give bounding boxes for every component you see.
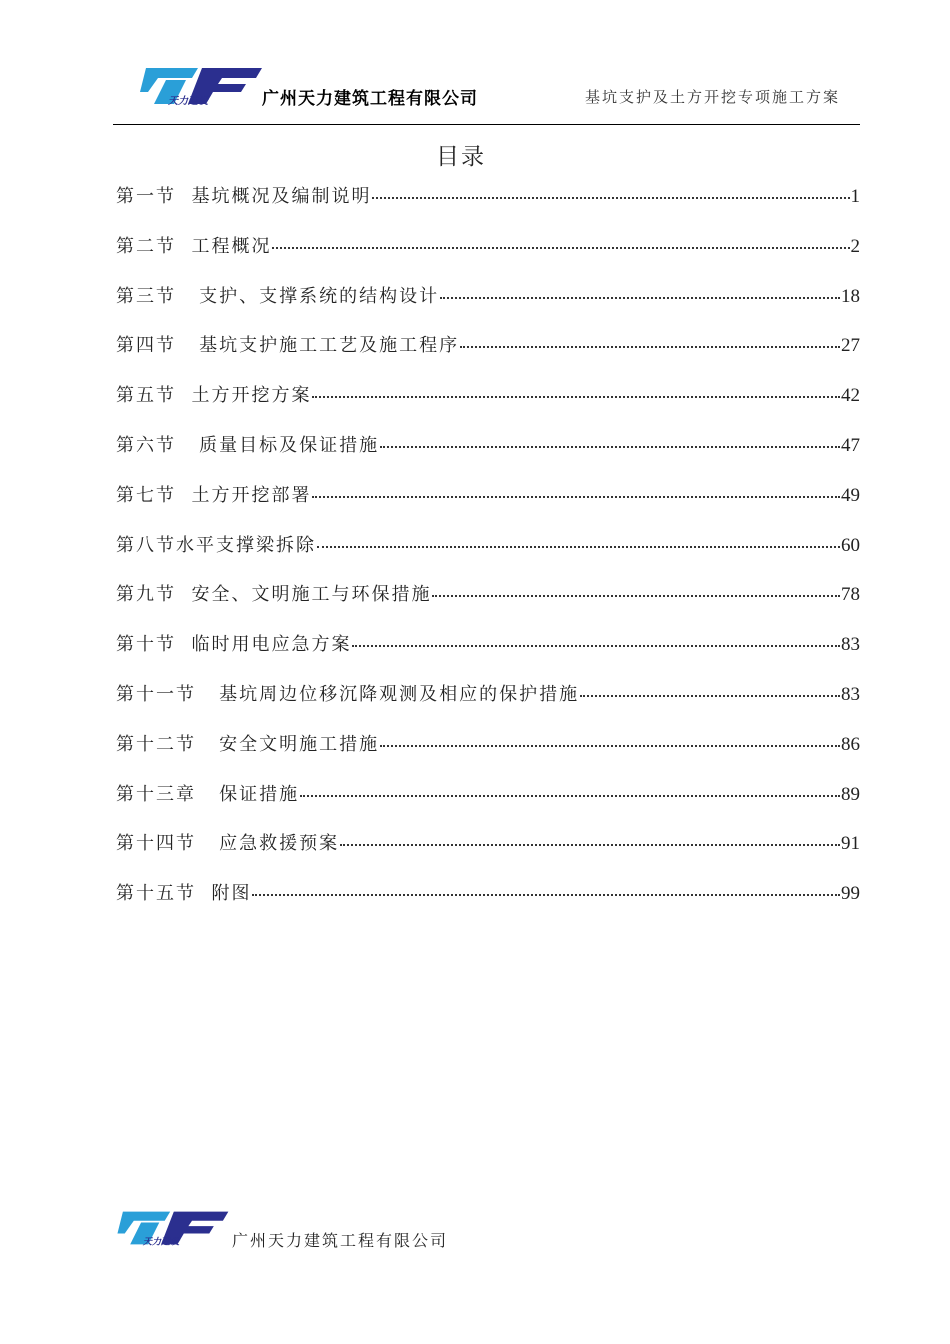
toc-entry[interactable] [116, 829, 860, 879]
toc-entry-title: 第八节水平支撑梁拆除 [116, 534, 316, 556]
toc-page-number: 78 [841, 584, 860, 606]
toc-dot-leader [252, 890, 840, 896]
toc-entry-title: 第九节 安全、文明施工与环保措施 [116, 584, 432, 606]
toc-entry-title: 第七节 土方开挖部署 [116, 484, 312, 506]
toc-entry[interactable] [116, 331, 860, 381]
svg-text:天力建设: 天力建设 [142, 1237, 180, 1248]
toc-entry-title: 第十二节 安全文明施工措施 [116, 733, 380, 755]
toc-dot-leader [340, 840, 840, 846]
toc-entry[interactable] [116, 531, 860, 581]
toc-title: 目录 [436, 144, 486, 170]
toc-entry[interactable] [116, 381, 860, 431]
toc-dot-leader [312, 492, 840, 498]
toc-dot-leader [317, 542, 840, 548]
toc-page-number: 89 [841, 783, 860, 805]
header-company-name: 广州天力建筑工程有限公司 [262, 89, 478, 109]
toc-entry[interactable] [116, 630, 860, 680]
toc-entry-title: 第十四节 应急救援预案 [116, 833, 340, 855]
toc-entry-title: 第四节 基坑支护施工工艺及施工程序 [116, 335, 460, 357]
svg-text:天力建设: 天力建设 [168, 96, 208, 107]
toc-page-number: 49 [841, 484, 860, 506]
toc-entry[interactable] [116, 481, 860, 531]
page-header [0, 0, 950, 130]
toc-entry-title: 第十一节 基坑周边位移沉降观测及相应的保护措施 [116, 683, 580, 705]
toc-dot-leader [312, 392, 840, 398]
toc-entry-title: 第六节 质量目标及保证措施 [116, 434, 380, 456]
toc-entry[interactable] [116, 431, 860, 481]
header-document-title: 基坑支护及土方开挖专项施工方案 [584, 88, 840, 106]
toc-page-number: 18 [841, 285, 860, 307]
toc-entry-title: 第十五节 附图 [116, 883, 252, 905]
toc-entry[interactable] [116, 730, 860, 780]
toc-page-number: 91 [841, 833, 860, 855]
company-logo [114, 1208, 230, 1248]
toc-page-number: 86 [841, 733, 860, 755]
toc-page-number: 27 [841, 335, 860, 357]
toc-entry-title: 第二节 工程概况 [116, 235, 272, 257]
toc-entry-title: 第十节 临时用电应急方案 [116, 634, 352, 656]
toc-entry-title: 第十三章 保证措施 [116, 783, 300, 805]
footer-company-name: 广州天力建筑工程有限公司 [232, 1231, 449, 1250]
page-footer [0, 1200, 950, 1260]
toc-entry[interactable] [116, 680, 860, 730]
table-of-contents [116, 182, 860, 929]
toc-dot-leader [372, 193, 849, 199]
toc-page-number: 60 [841, 534, 860, 556]
header-divider [113, 124, 860, 125]
toc-page-number: 42 [841, 385, 860, 407]
company-logo [138, 64, 262, 108]
toc-page-number: 99 [841, 883, 860, 905]
toc-dot-leader [440, 293, 840, 299]
toc-dot-leader [272, 243, 849, 249]
toc-entry[interactable] [116, 780, 860, 830]
toc-page-number: 47 [841, 434, 860, 456]
toc-entry[interactable] [116, 879, 860, 929]
toc-entry[interactable] [116, 282, 860, 332]
toc-page-number: 1 [850, 186, 860, 207]
toc-page-number: 83 [841, 634, 860, 656]
toc-dot-leader [380, 741, 840, 747]
toc-entry[interactable] [116, 580, 860, 630]
toc-entry-title: 第五节 土方开挖方案 [116, 385, 312, 407]
toc-dot-leader [380, 442, 840, 448]
toc-dot-leader [352, 641, 840, 647]
toc-entry-title: 第三节 支护、支撑系统的结构设计 [116, 285, 440, 307]
toc-page-number: 83 [841, 683, 860, 705]
toc-page-number: 2 [850, 235, 860, 257]
toc-entry-title: 第一节 基坑概况及编制说明 [116, 186, 372, 207]
toc-dot-leader [432, 591, 840, 597]
toc-entry[interactable] [116, 182, 860, 232]
toc-entry[interactable] [116, 232, 860, 282]
toc-dot-leader [300, 791, 840, 797]
toc-dot-leader [580, 691, 840, 697]
toc-dot-leader [460, 342, 840, 348]
